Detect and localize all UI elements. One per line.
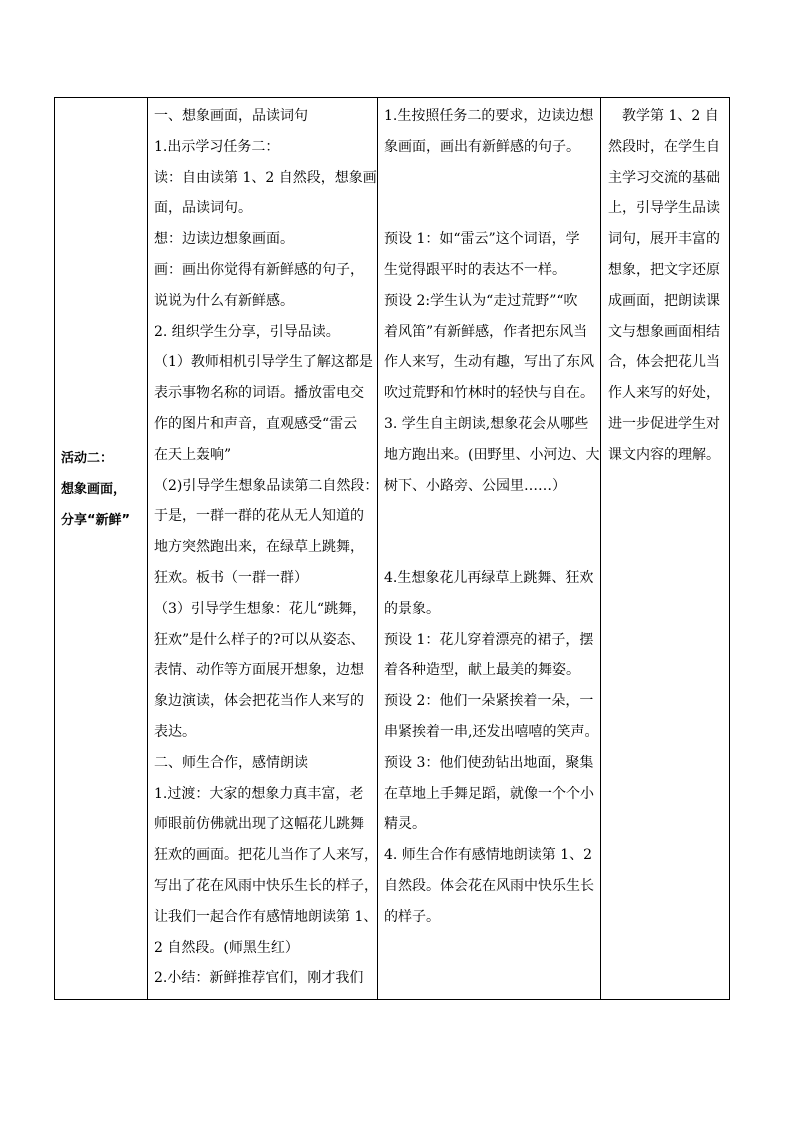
intent-text-line: 词句，展开丰富的	[608, 231, 720, 248]
student-text-line: 着风笛”有新鲜感，作者把东风当	[384, 323, 588, 340]
student-text-line: 预设 2：他们一朵紧挨着一朵，一	[384, 693, 594, 710]
student-text-line: 自然段。体会花在风雨中快乐生长	[384, 877, 594, 894]
student-text-line: 4. 师生合作有感情地朗读第 1、2	[384, 847, 593, 864]
student-text-line: 预设 1：如“雷云”这个词语，学	[384, 231, 580, 248]
student-text-line	[384, 532, 600, 563]
teacher-text-line: 作的图片和声音，直观感受“雷云	[154, 415, 358, 432]
lesson-plan-table	[54, 97, 730, 1000]
teacher-text-line: 地方突然跑出来，在绿草上跳舞，	[154, 539, 364, 556]
teacher-text-line: 狂欢。板书（一群一群）	[154, 569, 308, 586]
student-activity-cell	[377, 98, 600, 933]
student-text-line: 在草地上手舞足蹈，就像一个个小	[384, 785, 594, 802]
student-text-line: 树下、小路旁、公园里……）	[384, 477, 566, 494]
teacher-text-line: 写出了花在风雨中快乐生长的样子，	[154, 877, 378, 894]
intent-text-line: 想象，把文字还原	[608, 261, 720, 278]
student-text-line: 预设 1：花儿穿着漂亮的裙子，摆	[384, 631, 594, 648]
intent-text-line: 文与想象画面相结	[608, 323, 720, 340]
teacher-text-line: （1）教师相机引导学生了解这都是	[154, 354, 373, 371]
activity-label-line: 活动二：	[61, 451, 114, 466]
teacher-text-line: 师眼前仿佛就出现了这幅花儿跳舞	[154, 816, 364, 833]
student-text-line: 预设 2:学生认为“走过荒野”“吹	[384, 292, 578, 309]
teacher-text-line: 画：画出你觉得有新鲜感的句子，	[154, 261, 364, 278]
student-text-line	[384, 501, 600, 532]
intent-text-line: 进一步促进学生对	[608, 415, 720, 432]
student-text-line: 串紧挨着一串,还发出嘻嘻的笑声。	[384, 723, 599, 740]
teacher-text-line: 狂欢”是什么样子的?可以从姿态、	[154, 631, 365, 648]
teacher-text-line: （3）引导学生想象：花儿“跳舞，	[154, 600, 367, 617]
student-text-line: 4.生想象花儿再绿草上跳舞、狂欢	[384, 569, 594, 586]
teacher-text-line: 2 自然段。(师黑生红）	[154, 939, 299, 956]
intent-text-line: 作人来写的好处，	[608, 385, 720, 402]
teacher-text-line: 于是，一群一群的花从无人知道的	[154, 508, 364, 525]
student-text-line: 地方跑出来。(田野里、小河边、大	[384, 446, 600, 463]
student-text-line: 象画面，画出有新鲜感的句子。	[384, 138, 580, 155]
teacher-text-line: 表达。	[154, 723, 196, 740]
teacher-text-line: 让我们一起合作有感情地朗读第 1、	[154, 908, 378, 925]
teacher-text-line: （2)引导学生想象品读第二自然段：	[154, 477, 379, 494]
activity-label-line: 想象画面，	[61, 482, 127, 497]
intent-text-line: 课文内容的理解。	[608, 446, 720, 463]
design-intent-cell	[600, 98, 731, 471]
student-text-line: 吹过荒野和竹林时的轻快与自在。	[384, 385, 594, 402]
student-text-line	[384, 193, 600, 224]
activity-label	[61, 443, 145, 536]
student-text-line: 的景象。	[384, 600, 440, 617]
teacher-text-line: 一、想象画面，品读词句	[154, 108, 308, 124]
teacher-text-line: 2. 组织学生分享，引导品读。	[154, 323, 340, 340]
intent-text-line: 合，体会把花儿当	[608, 354, 720, 371]
intent-text-line: 教学第 1、2 自	[608, 108, 719, 124]
teacher-text-line: 在天上轰响”	[154, 446, 232, 463]
teacher-text-line: 1.过渡：大家的想象力真丰富，老	[154, 785, 364, 802]
teacher-text-line: 想：边读边想象画面。	[154, 231, 294, 248]
teacher-text-line: 二、师生合作，感情朗读	[154, 754, 308, 771]
student-text-line	[384, 163, 600, 194]
teacher-text-line: 面，品读词句。	[154, 200, 252, 217]
teacher-text-line: 2.小结：新鲜推荐官们，刚才我们	[154, 970, 364, 987]
teacher-text-line: 表情、动作等方面展开想象，边想	[154, 662, 364, 679]
intent-text-line: 成画面，把朗读课	[608, 292, 720, 309]
teacher-text-line: 读：自由读第 1、2 自然段，想象画	[154, 169, 377, 186]
teacher-text-line: 狂欢的画面。把花儿当作了人来写，	[154, 847, 378, 864]
intent-text-line: 然段时，在学生自	[608, 138, 720, 155]
teacher-text-line: 说说为什么有新鲜感。	[154, 292, 294, 309]
student-text-line: 3. 学生自主朗读,想象花会从哪些	[384, 415, 589, 432]
teacher-text-line: 象边演读，体会把花当作人来写的	[154, 693, 364, 710]
student-text-line: 精灵。	[384, 816, 426, 833]
student-text-line: 生觉得跟平时的表达不一样。	[384, 261, 566, 278]
teacher-activity-cell	[147, 98, 377, 994]
student-text-line: 1.生按照任务二的要求，边读边想	[384, 108, 594, 124]
intent-text-line: 上，引导学生品读	[608, 200, 720, 217]
teacher-text-line: 表示事物名称的词语。播放雷电交	[154, 385, 364, 402]
student-text-line: 作人来写，生动有趣，写出了东风	[384, 354, 594, 371]
student-text-line: 着各种造型，献上最美的舞姿。	[384, 662, 580, 679]
activity-label-line: 分享“新鲜”	[61, 513, 131, 528]
student-text-line: 的样子。	[384, 908, 440, 925]
student-text-line: 预设 3：他们使劲钻出地面，聚集	[384, 754, 594, 771]
teacher-text-line: 1.出示学习任务二：	[154, 138, 280, 155]
intent-text-line: 主学习交流的基础	[608, 169, 720, 186]
